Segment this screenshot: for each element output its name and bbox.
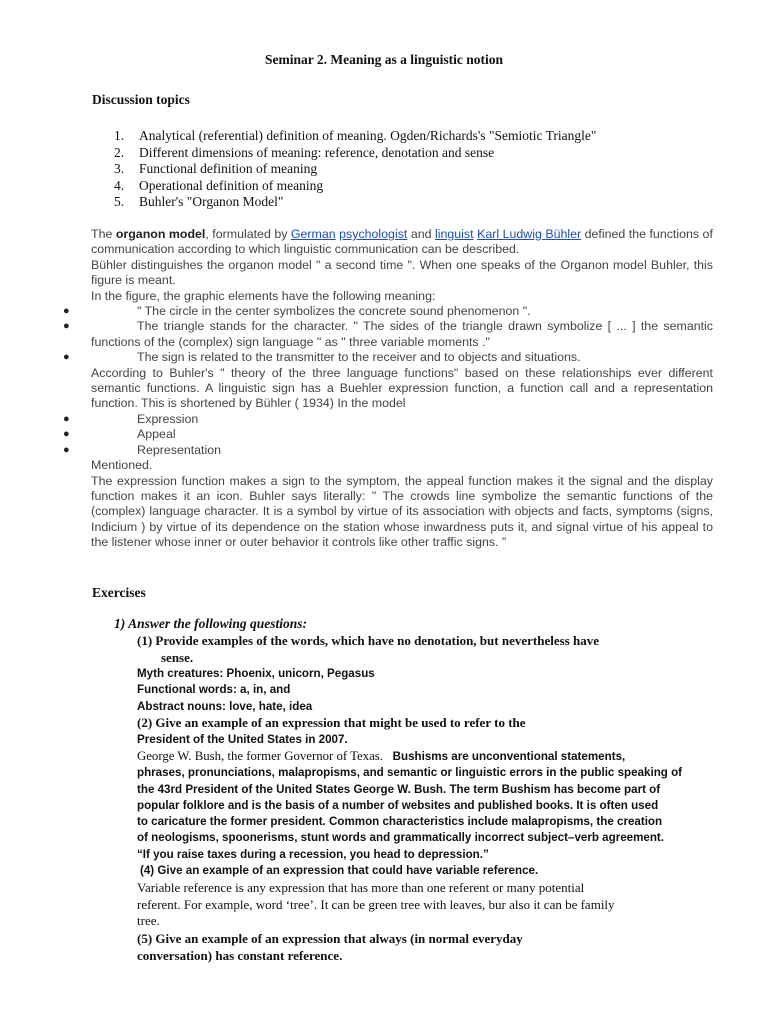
link-psychologist[interactable]: psychologist (339, 227, 408, 241)
discussion-heading: Discussion topics (92, 92, 190, 107)
organon-model-term: organon model (115, 227, 206, 241)
list-item: 5. Buhler's "Organon Model" (114, 194, 284, 209)
page-title: Seminar 2. Meaning as a linguistic notion (265, 52, 503, 67)
bullet-item: ● Appeal (63, 427, 176, 442)
list-item: 2. Different dimensions of meaning: reference, denotation and sense (114, 144, 495, 160)
paragraph: According to Buhler's " theory of the three language functions" based on these relationships ever different semantic functions. A linguistic sign has a Buehler expression function, a function call and a representation function. This is shortened by Bühler ( 1934) In the model (91, 365, 713, 411)
question-5: (5) Give an example of an expression that always (in normal everyday conversation) has constant reference. (137, 931, 523, 963)
paragraph: In the figure, the graphic elements have the following meaning: (91, 288, 436, 303)
bullet-item: ● Representation (63, 442, 222, 457)
bullet-icon: ● (63, 320, 70, 333)
bullet-icon: ● (63, 412, 70, 425)
answer-4: Variable reference is any expression that has more than one referent or many potential referent. For example, word ‘tree’. It can be green tree with leaves, bur also it can be family tree. (137, 880, 615, 928)
bullet-item: ● " The circle in the center symbolizes the concrete sound phenomenon ". (63, 304, 531, 319)
bullet-item: ● Expression (63, 411, 199, 426)
answer-heading: 1) Answer the following questions: (114, 616, 308, 631)
list-item: 3. Functional definition of meaning (114, 161, 318, 176)
list-item: 4. Operational definition of meaning (114, 177, 324, 193)
bullet-icon: ● (63, 443, 70, 456)
organon-section (63, 227, 713, 551)
paragraph: Mentioned. (91, 458, 153, 473)
bullet-icon: ● (63, 428, 70, 441)
bullet-item: ● The sign is related to the transmitter to the receiver and to objects and situations. (63, 350, 581, 365)
exercises-heading: Exercises (92, 585, 146, 600)
question-4: (4) Give an example of an expression that could have variable reference. (140, 864, 539, 877)
topics-list (114, 128, 596, 211)
link-karl-ludwig-buhler[interactable]: Karl Ludwig Bühler (477, 227, 582, 241)
bullet-icon: ● (63, 305, 70, 318)
organon-intro-paragraph: The organon model, formulated by German psychologist and linguist Karl Ludwig Bühler defined the functions of communication according to which linguistic communication can be described. (91, 227, 713, 257)
link-linguist[interactable]: linguist (435, 227, 474, 241)
question-2: (2) Give an example of an expression that might be used to refer to the (137, 715, 526, 730)
paragraph: Bühler distinguishes the organon model " a second time ". When one speaks of the Organon model Buhler, this figure is meant. (91, 257, 713, 288)
question-1: (1) Provide examples of the words, which have no denotation, but nevertheless have sense. (137, 633, 599, 665)
link-german[interactable]: German (290, 227, 336, 241)
bullet-item: ● The triangle stands for the character. " The sides of the triangle drawn symbolize [ ... ] the semantic functions of the (complex) sign language " as " three variable moments ." (63, 319, 713, 349)
paragraph: The expression function makes a sign to the symptom, the appeal function makes it the signal and the display function makes it an icon. Buhler says literally: " The crowds line symbolize the semantic functions of the (complex) language character. It is a symbol by virtue of its association with objects and facts, symptoms (signs, Indicium ) by virtue of its dependence on the station whose inwardness puts it, and signal virtue of his appeal to the listener whose inner or outer behavior it controls like other traffic signs. " (91, 473, 713, 550)
list-item: 1. Analytical (referential) definition of meaning. Ogden/Richards's "Semiotic Triangle" (114, 128, 597, 143)
answer-1: Myth creatures: Phoenix, unicorn, Pegasus Functional words: a, in, and Abstract nouns: love, hate, idea (137, 667, 375, 713)
bullet-icon: ● (63, 351, 70, 364)
answer-2: George W. Bush, the former Governor of Texas. Bushisms are unconventional statements, phrases, pronunciations, malapropisms, and semantic or linguistic errors in the public speaking of the 43rd President of the United States George W. Bush. The term Bushism has become part of popular folklore and is the basis of a number of websites and published books. It is often used to caricature the former president. Common characteristics include malapropisms, the creation of neologisms, spoonerisms, stunt words and grammatically incorrect subject–verb agreement. “If you raise taxes during a recession, you head to depression.” (137, 749, 683, 861)
question-2-continued: President of the United States in 2007. (137, 733, 348, 746)
